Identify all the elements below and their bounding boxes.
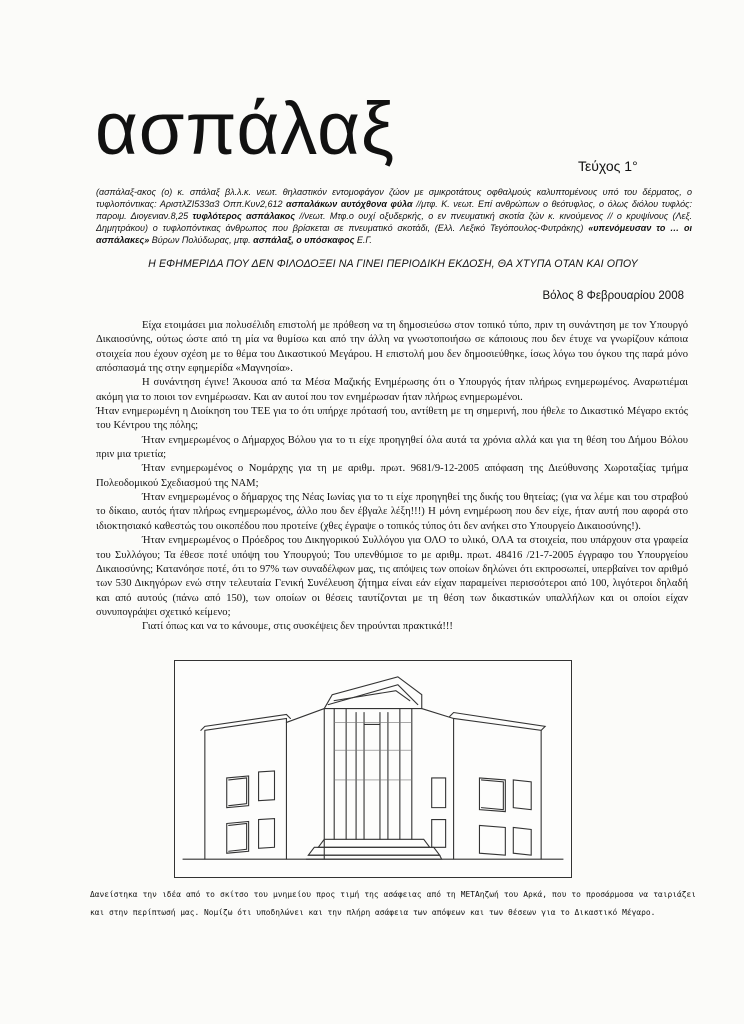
article-paragraph: Γιατί όπως και να το κάνουμε, στις συσκέψεις δεν τηρούνται πρακτικά!!! bbox=[142, 621, 453, 633]
article-paragraph: Είχα ετοιμάσει μια πολυσέλιδη επιστολή με πρόθεση να τη δημοσιεύσω στον τοπικό τύπο, πριν τη συνάντηση με τον Υπουργό Δικαιοσύνης, ούτως ώστε από τη μία να θυμίσω και από την άλλη να γνωστοποιήσω σε κάποιους που δεν έτυχε να γνωρίζουν κάποια στοιχεία που έχουν σχέση με το θέμα του Δικαστικού Μεγάρου. Η επιστολή μου δεν δημοσιεύθηκε, ίσως λόγω του όγκου της παρά μόνο απόσπασμά της στην εφημερίδα «Μαγνησία». bbox=[96, 320, 688, 375]
sketch-caption: Δανείστηκα την ιδέα από το σκίτσο του μνημείου προς τιμή της ασάφειας από τη ΜΕΤΑηζωή του Αρκά, που το προσάρμοσα να ταιριάζει και στην περίπτωσή μας. Νομίζω ότι υποδηλώνει και την πλήρη ασάφεια των απόψεων και των θέσεων για το Δικαστικό Μέγαρο. bbox=[90, 890, 696, 917]
etymology-emphasis: «υπενόμευσαν το … οι ασπάλακες» bbox=[96, 223, 692, 245]
etymology-text: (ασπάλαξ-ακος (ο) κ. σπάλαξ βλ.λ.κ. νεωτ. θηλαστικόν εντομοφάγον ζώον με σμικροτάτους οφθαλμούς καλυπτομένους υπό του δέρματος, ο τυφλοπόντικας: ΑριστλΖΙ533α3 Οππ.Κυν2,612 bbox=[96, 187, 692, 209]
etymology-text: Βύρων Πολύδωρας, μτφ. bbox=[149, 235, 254, 245]
article-paragraph: Ήταν ενημερωμένος ο Νομάρχης για τη με αριθμ. πρωτ. 9681/9-12-2005 απόφαση της Διεύθυνσης Χωροταξίας τμήμα Πολεοδομικού Σχεδιασμού της ΝΑΜ; bbox=[96, 463, 688, 489]
article-body bbox=[96, 319, 688, 635]
etymology-note bbox=[96, 186, 692, 246]
etymology-text: //νεωτ. Μτφ.ο ουχί οξυδερκής, ο εν πνευματική σκοτία ζών κ. κινούμενος // ο κρυψίνους (Λεξ. Δημητράκου) ο τυφλοπόντικας άνθρωπος που βρίσκεται σε πνευματικό σκοτάδι, (Ελλ. Λεξικό Τεγόπουλος-Φυτράκης) bbox=[96, 211, 693, 233]
etymology-text: Ε.Γ. bbox=[354, 235, 372, 245]
building-drawing bbox=[175, 661, 571, 877]
dateline: Βόλος 8 Φεβρουαρίου 2008 bbox=[542, 290, 684, 302]
courthouse-sketch bbox=[174, 660, 572, 878]
etymology-emphasis: τυφλότερος ασπάλακος bbox=[192, 211, 296, 221]
etymology-text: //μτφ. Κ. νεωτ. Επί ανθρώπων ο θεότυφλος, ο όλως διόλου τυφλός: παροιμ. Διογενιαν.8,25 bbox=[96, 199, 692, 221]
etymology-emphasis: ασπαλάκων αυτόχθονα φύλα bbox=[286, 199, 413, 209]
issue-number: Τεύχος 1° bbox=[578, 158, 638, 174]
slogan: Η ΕΦΗΜΕΡΙΔΑ ΠΟΥ ΔΕΝ ΦΙΛΟΔΟΞΕΙ ΝΑ ΓΙΝΕΙ ΠΕΡΙΟΔΙΚΗ ΕΚΔΟΣΗ, ΘΑ ΧΤΥΠΑ ΟΤΑΝ ΚΑΙ ΟΠΟΥ bbox=[148, 258, 638, 270]
article-paragraph: Ήταν ενημερωμένος ο Δήμαρχος Βόλου για το τι είχε προηγηθεί όλα αυτά τα χρόνια αλλά και για τη θέση του Δήμου Βόλου πριν μια τριετία; bbox=[96, 434, 688, 461]
article-paragraph: Ήταν ενημερωμένος ο δήμαρχος της Νέας Ιωνίας για το τι είχε προηγηθεί της δικής του θητείας; (για να λέμε και του στραβού το δίκαιο, αυτός ήταν πλήρως ενημερωμένος, άλλο που δεν έβγαλε λέξη!!!) Η μόνη ενημέρωση που δεν είχε, ήταν αυτή που αφορά στο ιδιοκτησιακό καθεστώς του οικοπέδου που προτείνε (χθες έγραψε ο τοπικός τύπος ότι δεν ανήκει στο Υπουργείο Δικαιοσύνης!). bbox=[96, 492, 688, 532]
etymology-emphasis: ασπάλαξ, ο υπόσκαφος bbox=[253, 235, 355, 245]
article-paragraph: Η συνάντηση έγινε! Άκουσα από τα Μέσα Μαζικής Ενημέρωσης ότι ο Υπουργός ήταν πλήρως ενημερωμένος. Αναρωτιέμαι ακόμη για το ποιοι τον ενημέρωσαν. Και αν αυτοί που τον ενημέρωσαν ήταν πλήρως ενημερωμένοι. bbox=[96, 377, 688, 403]
article-paragraph: Ήταν ενημερωμένη η Διοίκηση του ΤΕΕ για το ότι υπήρχε πρότασή του, αντίθετη με τη σημερινή, που ήθελε το Δικαστικό Μέγαρο εκτός του Κέντρου της πόλης; bbox=[96, 406, 688, 432]
masthead-title: ασπάλαξ bbox=[95, 87, 396, 170]
article-paragraph: Ήταν ενημερωμένος ο Πρόεδρος του Δικηγορικού Συλλόγου για ΟΛΟ το υλικό, ΟΛΑ τα στοιχεία, που υπάρχουν στα γραφεία του Συλλόγου; Τα έθεσε ποτέ υπόψη του Υπουργού; Του υπενθύμισε το με αριθμ. πρωτ. 48416 /21-7-2005 έγγραφο του Υπουργείου Δικαιοσύνης; Κατανόησε ποτέ, ότι το 97% των συναδέλφων μας, τις απόψεις των οποίων δηλώνει ότι εκπροσωπεί, υπερβαίνει τον αριθμό των 530 Δικηγόρων ενώ στην τελευταία Γενική Συνέλευση ζήτημα είναι εάν είχαν παραμείνει περισσότεροι από 100, λιγότεροι δηλαδή και από αυτούς (πάνω από 150), των οποίων οι θέσεις ταυτίζονται με τη θέση των δικαστικών υπαλλήλων και οι οποίοι είχαν συνυπογράψει σχετικό κείμενο; bbox=[96, 535, 688, 618]
